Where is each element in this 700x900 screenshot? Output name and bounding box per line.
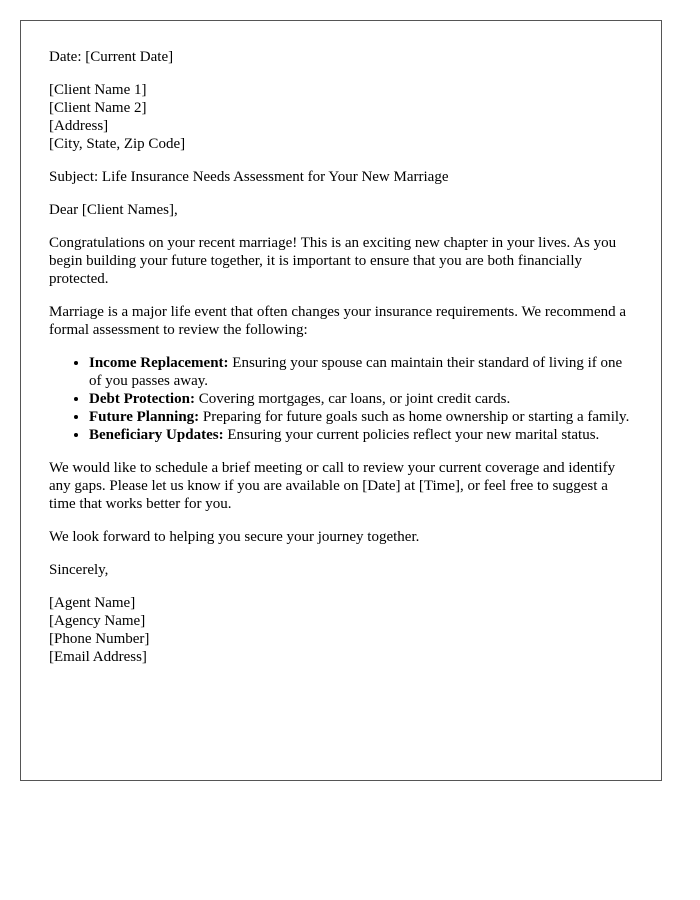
recipient-line: [Client Name 2]	[49, 100, 147, 116]
list-item	[89, 390, 633, 408]
signature-line: [Email Address]	[49, 649, 147, 665]
list-item	[89, 408, 633, 426]
assessment-list	[49, 354, 633, 444]
recipient-line: [City, State, Zip Code]	[49, 136, 186, 152]
item-text: Preparing for future goals such as home ownership or starting a family.	[199, 409, 630, 425]
signature-line: [Agent Name]	[49, 595, 136, 611]
recipient-address	[49, 81, 633, 153]
item-text: Ensuring your current policies reflect your new marital status.	[223, 427, 600, 443]
paragraph-assessment: Marriage is a major life event that often changes your insurance requirements. We recommend a formal assessment to review the following:	[49, 304, 627, 338]
signature-line: [Agency Name]	[49, 613, 146, 629]
paragraph-meeting: We would like to schedule a brief meeting or call to review your current coverage and identify any gaps. Please let us know if you are available on [Date] at [Time], or feel free to suggest a time that works better for you.	[49, 460, 616, 512]
paragraph-closing-remark: We look forward to helping you secure your journey together.	[49, 529, 420, 545]
item-title: Debt Protection:	[89, 391, 195, 407]
list-item	[89, 426, 633, 444]
paragraph-congratulations: Congratulations on your recent marriage! This is an exciting new chapter in your lives. As you begin building your future together, it is important to ensure that you are both financially protected.	[49, 235, 617, 287]
salutation: Dear [Client Names],	[49, 202, 178, 218]
item-text: Ensuring your spouse can maintain their standard of living if one of you passes away.	[89, 355, 623, 389]
recipient-line: [Client Name 1]	[49, 82, 147, 98]
list-item	[89, 354, 633, 390]
recipient-line: [Address]	[49, 118, 109, 134]
letter	[20, 20, 662, 781]
item-text: Covering mortgages, car loans, or joint credit cards.	[194, 391, 511, 407]
subject-line: Subject: Life Insurance Needs Assessment for Your New Marriage	[49, 169, 449, 185]
item-title: Future Planning:	[89, 409, 200, 425]
signature-block	[49, 594, 633, 666]
item-title: Income Replacement:	[89, 355, 229, 371]
item-title: Beneficiary Updates:	[89, 427, 224, 443]
closing: Sincerely,	[49, 562, 109, 578]
signature-line: [Phone Number]	[49, 631, 150, 647]
date-line: Date: [Current Date]	[49, 49, 174, 65]
